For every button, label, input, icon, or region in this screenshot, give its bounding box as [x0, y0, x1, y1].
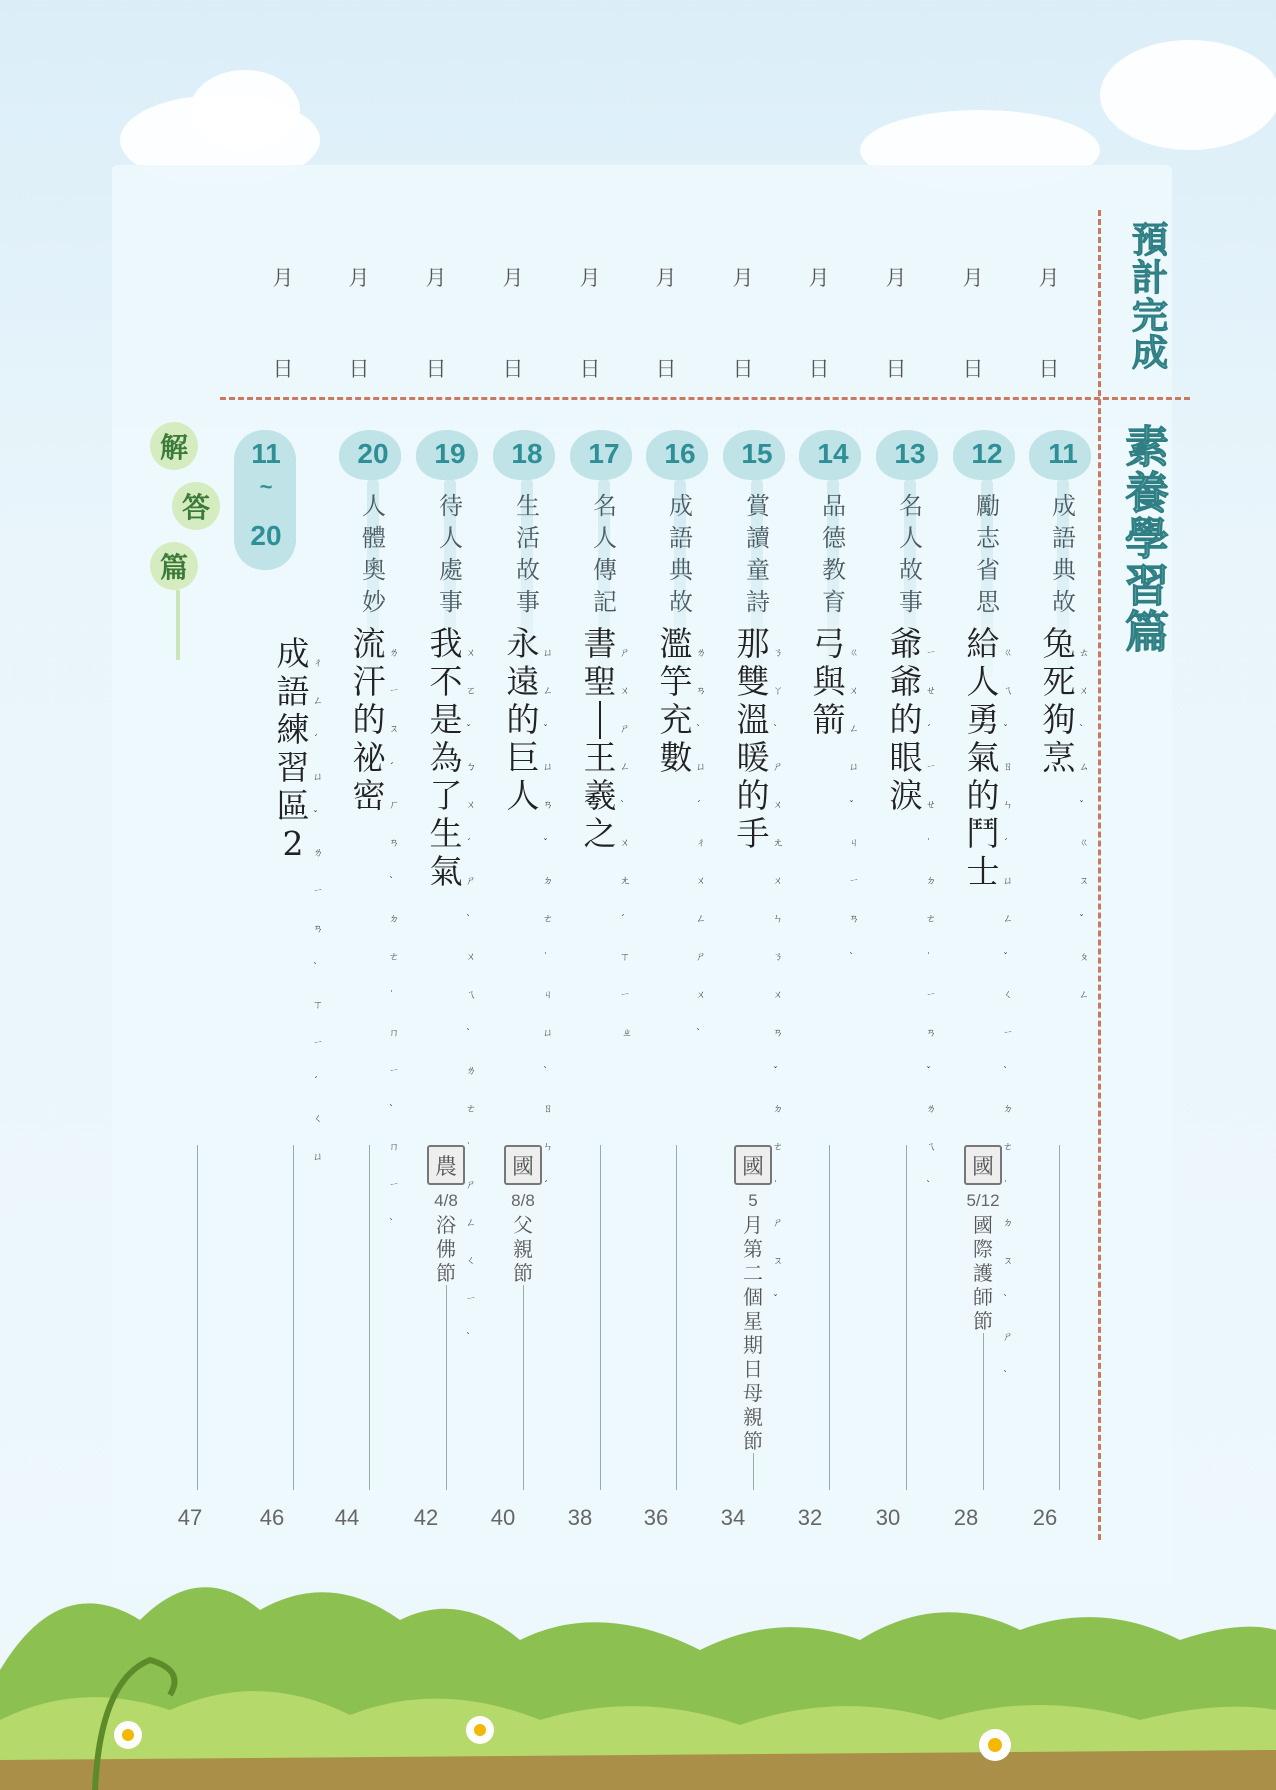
lesson-number: 19 [434, 438, 466, 469]
title-char: 我 [429, 624, 463, 663]
month-label: 月 [885, 266, 907, 290]
bopomofo: ㄧㄝˊ [926, 648, 936, 735]
festival-char: 母 [743, 1381, 763, 1405]
lesson-number: 12 [971, 438, 1003, 469]
festival-char: 節 [743, 1429, 763, 1453]
title-char: 充 [659, 700, 693, 739]
title-char: 區 [276, 786, 310, 825]
festival-char: 父 [513, 1213, 533, 1237]
bopomofo: ㄉㄜ˙ [926, 876, 936, 963]
category-char: 待 [439, 492, 463, 520]
category-char: 教 [822, 556, 846, 584]
bopomofo: ㄊㄨˋ [1079, 648, 1089, 735]
bopomofo: ㄌㄧㄢˋ [313, 848, 323, 973]
lesson-category [513, 490, 543, 618]
bopomofo: ㄉㄜ˙ [773, 1104, 783, 1191]
title-char: 的 [506, 700, 540, 739]
lesson-title [807, 625, 851, 739]
festival-char: 月 [743, 1213, 763, 1237]
bopomofo: ㄕˋ [466, 876, 476, 925]
page-number: 36 [643, 1505, 669, 1530]
festival-name [743, 1213, 763, 1453]
category-char: 典 [1052, 556, 1076, 584]
category-char: 賞 [746, 492, 770, 520]
header-char: 預 [1131, 220, 1168, 261]
title-char: 人 [506, 776, 540, 815]
title-char: 爺 [889, 624, 923, 663]
title-char [599, 701, 601, 739]
lesson-title [271, 635, 315, 863]
lesson-bopomofo [696, 635, 710, 1053]
title-char: 數 [659, 738, 693, 777]
category-char: 處 [439, 556, 463, 584]
page-line [676, 1145, 677, 1490]
bopomofo: ㄐㄧㄢˋ [849, 838, 859, 963]
category-char: 體 [362, 524, 386, 552]
bopomofo: ㄕㄡˇ [773, 1218, 783, 1305]
category-char: 人 [899, 524, 923, 552]
title-char: 的 [352, 700, 386, 739]
festival-name [513, 1213, 533, 1285]
festival-char: 親 [513, 1237, 533, 1261]
bopomofo: ㄙˇ [1079, 762, 1089, 811]
festival-char: 國 [973, 1213, 993, 1237]
bopomofo: ㄨㄟˋ [466, 952, 476, 1039]
day-label: 日 [502, 357, 524, 381]
title-char: 暖 [736, 738, 770, 777]
festival-char: 星 [743, 1309, 763, 1333]
title-char: 烹 [1042, 738, 1076, 777]
bopomofo: ㄖㄣˊ [1003, 762, 1013, 849]
category-char: 人 [593, 524, 617, 552]
category-char: 名 [593, 492, 617, 520]
page-number: 42 [413, 1505, 439, 1530]
title-char: 了 [429, 776, 463, 815]
title-char: 箭 [812, 700, 846, 739]
bopomofo: ㄖㄣˊ [543, 1104, 553, 1191]
bopomofo: ㄋㄨㄢˇ [773, 952, 783, 1077]
page-number: 26 [1032, 1505, 1058, 1530]
lesson-category [1049, 490, 1079, 618]
bopomofo: ㄩˊ [696, 762, 706, 811]
lesson-title [654, 625, 698, 777]
title-char: 給 [966, 624, 1000, 663]
title-char: 勇 [966, 700, 1000, 739]
lesson-bopomofo [773, 635, 787, 1319]
page-number: 34 [720, 1505, 746, 1530]
title-char: 的 [736, 776, 770, 815]
title-char: 與 [812, 662, 846, 701]
title-char: 竽 [659, 662, 693, 701]
lesson-title [884, 625, 928, 815]
festival-char: 期 [743, 1333, 763, 1357]
category-char: 生 [516, 492, 540, 520]
bopomofo: ㄅㄨˊ [466, 762, 476, 849]
title-char: 成 [276, 634, 310, 673]
lesson-bopomofo [849, 635, 863, 977]
category-char: 成 [1052, 492, 1076, 520]
festival-badge: 國 [734, 1145, 772, 1185]
day-label: 日 [348, 357, 370, 381]
title-char: 永 [506, 624, 540, 663]
category-char: 事 [439, 588, 463, 616]
category-char: 事 [899, 588, 923, 616]
lesson-number: 17 [588, 438, 620, 469]
title-char: 聖 [583, 662, 617, 701]
title-char: 羲 [583, 776, 617, 815]
header-char: 完 [1131, 295, 1168, 337]
category-char: 德 [822, 524, 846, 552]
lesson-category [590, 490, 620, 618]
title-char: 祕 [352, 738, 386, 777]
bopomofo: ㄑㄧˋ [1003, 990, 1013, 1077]
title-char: 氣 [429, 852, 463, 891]
bopomofo: ㄩˇ [849, 762, 859, 811]
category-char: 童 [746, 556, 770, 584]
lesson-title [424, 625, 468, 891]
title-char: 弓 [812, 624, 846, 663]
title-char: 眼 [889, 738, 923, 777]
title-char: 的 [889, 700, 923, 739]
bopomofo: ㄍㄡˇ [1079, 838, 1089, 925]
title-char: 溫 [736, 700, 770, 739]
bopomofo: ㄑㄧˋ [466, 1256, 476, 1343]
month-label: 月 [502, 266, 524, 290]
month-label: 月 [579, 266, 601, 290]
lesson-number: 13 [894, 438, 926, 469]
festival-char: 第 [743, 1237, 763, 1261]
page-number: 32 [797, 1505, 823, 1530]
month-label: 月 [808, 266, 830, 290]
day-label: 日 [732, 357, 754, 381]
cloud-decoration [190, 70, 300, 150]
category-char: 故 [669, 588, 693, 616]
category-char: 故 [516, 556, 540, 584]
day-label: 日 [425, 357, 447, 381]
bopomofo: ㄕㄨㄤ [773, 762, 783, 849]
festival-note [503, 1145, 543, 1285]
month-label: 月 [425, 266, 447, 290]
bopomofo: ㄕㄨ [620, 648, 630, 697]
answer-label-2: 答 [172, 482, 220, 530]
page-line [906, 1145, 907, 1490]
day-label: 日 [808, 357, 830, 381]
category-char: 志 [976, 524, 1000, 552]
category-char: 人 [362, 492, 386, 520]
lesson-category [819, 490, 849, 618]
category-char: 故 [899, 556, 923, 584]
bopomofo: ㄩㄥˇ [1003, 876, 1013, 963]
page-line [197, 1145, 198, 1490]
title-char: 手 [736, 814, 770, 853]
schedule-label [1125, 222, 1175, 373]
title-char: 士 [966, 852, 1000, 891]
bopomofo: ㄉㄜ˙ [1003, 1104, 1013, 1191]
bopomofo: ㄔㄥˊ [313, 658, 323, 745]
page-number: 40 [490, 1505, 516, 1530]
festival-char: 護 [973, 1261, 993, 1285]
bopomofo: ㄉㄜ˙ [543, 876, 553, 963]
lesson-bopomofo [620, 635, 634, 1053]
bopomofo: ㄕㄨˋ [696, 952, 706, 1039]
lesson-category [436, 490, 466, 618]
category-char: 育 [822, 588, 846, 616]
lesson-number: 15 [741, 438, 773, 469]
festival-char: 節 [436, 1261, 456, 1285]
page-line [369, 1145, 370, 1490]
section-title [1122, 422, 1172, 658]
festival-char: 浴 [436, 1213, 456, 1237]
festival-date: 5 [748, 1191, 758, 1210]
category-char: 奧 [362, 556, 386, 584]
bopomofo: ㄇㄧˋ [389, 1028, 399, 1115]
page-line [829, 1145, 830, 1490]
lesson-number: 11 [1048, 438, 1078, 469]
bopomofo: ㄌㄟˋ [926, 1104, 936, 1191]
bopomofo: ㄉㄜ˙ [389, 914, 399, 1001]
bopomofo: ㄨㄤˊ [620, 838, 630, 925]
lesson-title [1037, 625, 1081, 777]
title-char: 巨 [506, 738, 540, 777]
horizontal-divider [220, 397, 1190, 400]
answer-label-3: 篇 [150, 542, 198, 590]
title-char: 2 [282, 824, 304, 863]
bopomofo: ㄩㄢˇ [543, 762, 553, 849]
lesson-bopomofo [466, 635, 480, 1357]
title-char: 淚 [889, 776, 923, 815]
range-separator: ~ [259, 474, 273, 499]
category-char: 語 [669, 524, 693, 552]
title-char: 雙 [736, 662, 770, 701]
lesson-bopomofo [543, 635, 557, 1205]
lesson-number: 20 [357, 438, 389, 469]
lesson-category [743, 490, 773, 618]
category-char: 讀 [746, 524, 770, 552]
title-char: 人 [966, 662, 1000, 701]
day-label: 日 [579, 357, 601, 381]
bopomofo: ㄌㄧㄡˊ [389, 648, 399, 773]
month-label: 月 [348, 266, 370, 290]
category-char: 省 [976, 556, 1000, 584]
page-number: 30 [875, 1505, 901, 1530]
category-char: 事 [516, 588, 540, 616]
festival-note [963, 1145, 1003, 1333]
bopomofo: ㄐㄩˋ [543, 990, 553, 1077]
title-char: 不 [429, 662, 463, 701]
festival-date: 5/12 [966, 1191, 1000, 1210]
day-label: 日 [272, 357, 294, 381]
range-end: 20 [250, 520, 282, 551]
lesson-title [501, 625, 545, 815]
lesson-title [731, 625, 775, 853]
page-number: 38 [567, 1505, 593, 1530]
month-label: 月 [962, 266, 984, 290]
month-label: 月 [1038, 266, 1060, 290]
lesson-category [359, 490, 389, 618]
header-char: 素 [1125, 422, 1169, 473]
category-char: 活 [516, 524, 540, 552]
ground-illustration [0, 1530, 1276, 1790]
bopomofo: ㄨㄣ [773, 876, 783, 925]
header-char: 篇 [1125, 606, 1169, 658]
bopomofo: ㄧㄢˇ [926, 990, 936, 1077]
festival-char: 佛 [436, 1237, 456, 1261]
bopomofo: ㄌㄜ˙ [466, 1066, 476, 1153]
range-start: 11 [251, 438, 281, 469]
category-char: 思 [976, 588, 1000, 616]
header-char: 養 [1125, 468, 1169, 520]
month-label: 月 [655, 266, 677, 290]
page-line [293, 1145, 294, 1490]
title-char: 練 [276, 710, 310, 749]
title-char: 那 [736, 624, 770, 663]
bopomofo: ㄨㄛˇ [466, 648, 476, 735]
category-char: 人 [439, 524, 463, 552]
bopomofo: ㄧㄝ˙ [926, 762, 936, 849]
bopomofo: ㄔㄨㄥ [696, 838, 706, 925]
lesson-number: 16 [664, 438, 696, 469]
lesson-number: 18 [511, 438, 543, 469]
lesson-bopomofo [313, 645, 327, 1177]
festival-note [733, 1145, 773, 1453]
month-label: 月 [272, 266, 294, 290]
title-char: 王 [583, 738, 617, 777]
festival-name [973, 1213, 993, 1333]
page-number: 46 [259, 1505, 285, 1530]
bopomofo: ㄋㄚˋ [773, 648, 783, 735]
title-char: 鬥 [966, 814, 1000, 853]
bopomofo: ㄆㄥ [1079, 952, 1089, 1001]
title-char: 爺 [889, 662, 923, 701]
title-char: 的 [966, 776, 1000, 815]
title-char: 生 [429, 814, 463, 853]
answer-stem [176, 590, 180, 660]
bopomofo: ㄍㄨㄥ [849, 648, 859, 735]
header-char: 學 [1125, 514, 1169, 566]
bopomofo: ㄍㄟˇ [1003, 648, 1013, 735]
title-char: 書 [583, 624, 617, 663]
title-char: 死 [1042, 662, 1076, 701]
title-char: 狗 [1042, 700, 1076, 739]
festival-char: 親 [743, 1405, 763, 1429]
category-char: 故 [1052, 588, 1076, 616]
festival-badge: 農 [427, 1145, 465, 1185]
header-char: 成 [1131, 333, 1168, 375]
festival-char: 際 [973, 1237, 993, 1261]
lesson-category [973, 490, 1003, 618]
category-char: 傳 [593, 556, 617, 584]
title-char: 為 [429, 738, 463, 777]
day-label: 日 [655, 357, 677, 381]
day-label: 日 [1038, 357, 1060, 381]
festival-date: 4/8 [434, 1191, 458, 1210]
bopomofo: ㄉㄡˋ [1003, 1218, 1013, 1305]
festival-date: 8/8 [511, 1191, 535, 1210]
festival-char: 個 [743, 1285, 763, 1309]
title-char: 氣 [966, 738, 1000, 777]
festival-char: 節 [973, 1309, 993, 1333]
lesson-title [961, 625, 1005, 891]
category-char: 記 [593, 588, 617, 616]
page-number: 28 [953, 1505, 979, 1530]
answer-label-1: 解 [150, 422, 198, 470]
bopomofo: ㄕㄥ [466, 1180, 476, 1229]
day-label: 日 [962, 357, 984, 381]
lesson-category [666, 490, 696, 618]
bopomofo: ㄑㄩ [313, 1114, 323, 1163]
lesson-title [578, 625, 622, 853]
bopomofo: ㄩˇ [313, 772, 323, 821]
bopomofo: ㄕㄥˋ [620, 724, 630, 811]
category-char: 詩 [746, 588, 770, 616]
festival-name [436, 1213, 456, 1285]
festival-note [426, 1145, 466, 1285]
bopomofo: ㄏㄢˋ [389, 800, 399, 887]
title-char: 密 [352, 776, 386, 815]
cloud-decoration [1100, 40, 1276, 150]
bopomofo: ㄓ [622, 1028, 632, 1039]
bopomofo: ㄒㄧ [620, 952, 630, 1001]
lesson-bopomofo [1003, 635, 1017, 1395]
bopomofo: ㄌㄢˋ [696, 648, 706, 735]
bopomofo: ㄩㄥˇ [543, 648, 553, 735]
header-char: 計 [1131, 257, 1168, 299]
title-char: 習 [276, 748, 310, 787]
month-label: 月 [732, 266, 754, 290]
lesson-bopomofo [926, 635, 940, 1205]
title-char: 是 [429, 700, 463, 739]
category-char: 名 [899, 492, 923, 520]
festival-char: 二 [743, 1261, 763, 1285]
category-char: 品 [822, 492, 846, 520]
title-char: 兔 [1042, 624, 1076, 663]
page-line [600, 1145, 601, 1490]
title-char: 汗 [352, 662, 386, 701]
lesson-category [896, 490, 926, 618]
page-line [1059, 1145, 1060, 1490]
festival-char: 師 [973, 1285, 993, 1309]
answer-page-number: 47 [177, 1505, 203, 1530]
bopomofo: ㄇㄧˋ [389, 1142, 399, 1229]
title-char: 語 [276, 672, 310, 711]
category-char: 妙 [362, 588, 386, 616]
page-number: 44 [334, 1505, 360, 1530]
vertical-divider [1098, 210, 1101, 1540]
category-char: 典 [669, 556, 693, 584]
lesson-title [347, 625, 391, 815]
title-char: 濫 [659, 624, 693, 663]
festival-char: 節 [513, 1261, 533, 1285]
day-label: 日 [885, 357, 907, 381]
lesson-number: 14 [817, 438, 849, 469]
category-char: 成 [669, 492, 693, 520]
title-char: 之 [583, 814, 617, 853]
festival-char: 日 [743, 1357, 763, 1381]
title-char: 流 [352, 624, 386, 663]
festival-badge: 國 [504, 1145, 542, 1185]
bopomofo: ㄕˋ [1003, 1332, 1013, 1381]
lesson-bopomofo [389, 635, 403, 1243]
header-char: 習 [1125, 560, 1169, 612]
category-char: 語 [1052, 524, 1076, 552]
category-char: 勵 [976, 492, 1000, 520]
title-char: 遠 [506, 662, 540, 701]
bopomofo: ㄒㄧˊ [313, 1000, 323, 1087]
festival-badge: 國 [964, 1145, 1002, 1185]
lesson-bopomofo [1079, 635, 1093, 1015]
